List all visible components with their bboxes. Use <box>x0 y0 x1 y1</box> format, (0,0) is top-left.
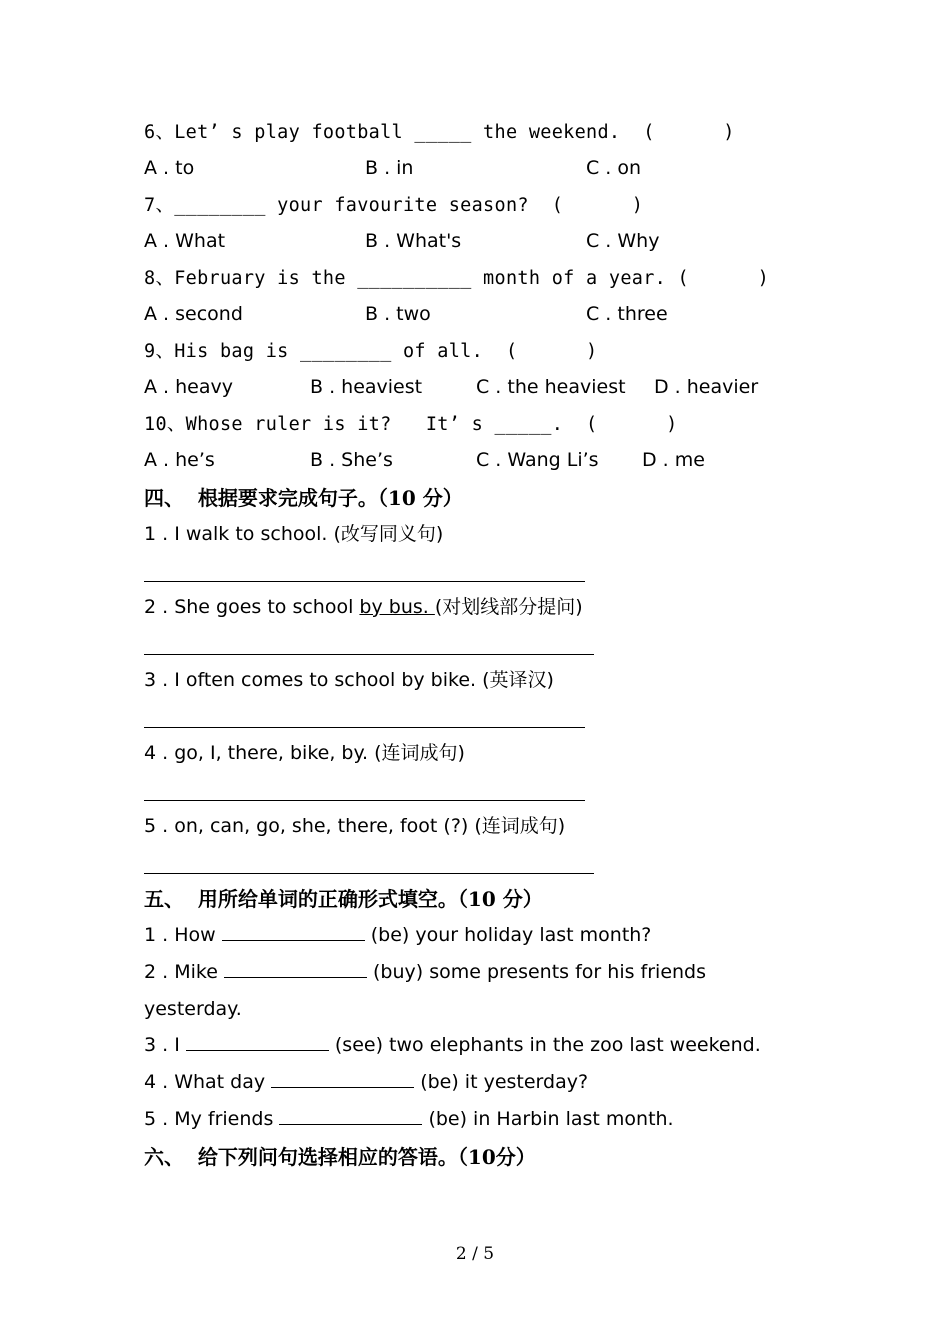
answer-line-3[interactable] <box>144 727 585 728</box>
section-5-heading: 五、 用所给单词的正确形式填空。（10 分） <box>144 887 543 911</box>
question-9-option-d: D . heavier <box>654 376 759 398</box>
answer-line-2[interactable] <box>144 654 594 655</box>
question-9-option-a: A . heavy <box>144 376 233 398</box>
question-8-option-a: A . second <box>144 303 243 325</box>
question-10-option-b: B . She’s <box>310 449 393 471</box>
section-4-heading: 四、 根据要求完成句子。（10 分） <box>144 486 463 510</box>
fill-blank[interactable] <box>186 1033 329 1051</box>
fill-blank[interactable] <box>271 1070 414 1088</box>
section-6-heading: 六、 给下列问句选择相应的答语。（10分） <box>144 1145 536 1169</box>
question-10-option-d: D . me <box>642 449 705 471</box>
question-6-option-b: B . in <box>365 157 414 179</box>
section-5-item-4: 4 . What day (be) it yesterday? <box>144 1071 589 1093</box>
question-6-option-a: A . to <box>144 157 195 179</box>
section-4-item-5: 5 . on, can, go, she, there, foot (?) (连词成句) <box>144 815 566 837</box>
section-4-item-2: 2 . She goes to school by bus. (对划线部分提问) <box>144 596 583 618</box>
section-5-item-2-continued: yesterday. <box>144 998 242 1020</box>
section-5-item-3: 3 . I (see) two elephants in the zoo last weekend. <box>144 1034 761 1056</box>
question-7-option-c: C . Why <box>586 230 660 252</box>
question-6-stem: 6、Let’ s play football _____ the weekend. ( ) <box>144 122 735 143</box>
section-5-item-2: 2 . Mike (buy) some presents for his friends <box>144 961 707 983</box>
page-number: 2 / 5 <box>455 1244 495 1264</box>
question-10-option-c: C . Wang Li’s <box>476 449 599 471</box>
section-4-item-4: 4 . go, I, there, bike, by. (连词成句) <box>144 742 465 764</box>
question-7-option-a: A . What <box>144 230 226 252</box>
answer-line-4[interactable] <box>144 800 585 801</box>
question-8-option-b: B . two <box>365 303 431 325</box>
section-4-item-1: 1 . I walk to school. (改写同义句) <box>144 523 444 545</box>
section-5-item-1: 1 . How (be) your holiday last month? <box>144 924 652 946</box>
answer-line-1[interactable] <box>144 581 585 582</box>
question-9-option-b: B . heaviest <box>310 376 423 398</box>
question-8-option-c: C . three <box>586 303 668 325</box>
question-6-option-c: C . on <box>586 157 642 179</box>
question-10-stem: 10、Whose ruler is it? It’ s _____. ( ) <box>144 414 678 435</box>
question-7-stem: 7、________ your favourite season? ( ) <box>144 195 644 216</box>
section-4-item-3: 3 . I often comes to school by bike. (英译汉) <box>144 669 554 691</box>
question-9-option-c: C . the heaviest <box>476 376 626 398</box>
question-7-option-b: B . What's <box>365 230 462 252</box>
section-5-item-5: 5 . My friends (be) in Harbin last month. <box>144 1108 674 1130</box>
question-9-stem: 9、His bag is ________ of all. ( ) <box>144 341 598 362</box>
fill-blank[interactable] <box>224 960 367 978</box>
fill-blank[interactable] <box>279 1107 422 1125</box>
answer-line-5[interactable] <box>144 873 594 874</box>
question-8-stem: 8、February is the __________ month of a year. ( ) <box>144 268 770 289</box>
fill-blank[interactable] <box>222 923 365 941</box>
underlined-phrase: by bus. <box>359 596 435 618</box>
question-10-option-a: A . he’s <box>144 449 215 471</box>
